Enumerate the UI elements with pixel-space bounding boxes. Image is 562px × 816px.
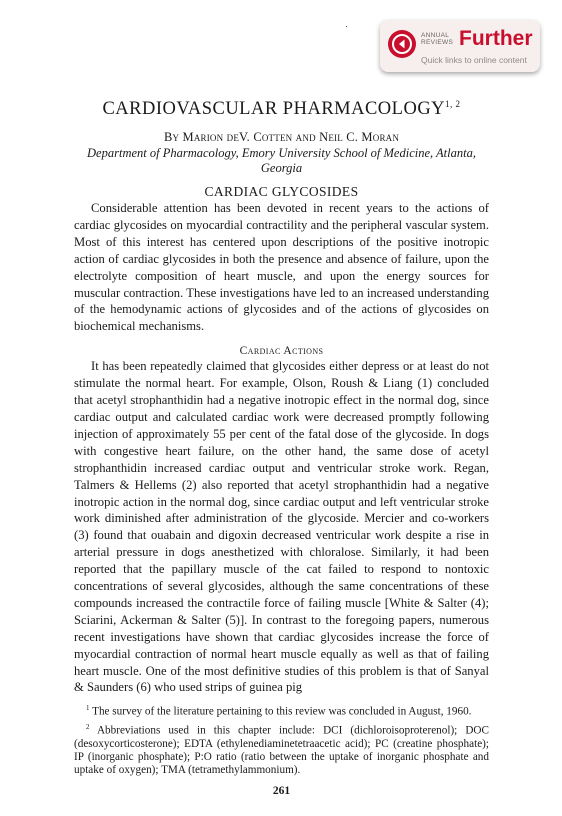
footnote-text: Abbreviations used in this chapter include: DCI (dichloroisoproterenol); DOC (desoxycorticosterone); EDTA (ethylenediaminetetraacetic acid); PC (creatine phosphate); IP (inorganic phosphate); P:O ratio (ratio between the uptake of inorganic phosphate and uptake of oxygen); TMA (tetramethylammonium). bbox=[74, 724, 489, 777]
badge-brand-line2: REVIEWS bbox=[421, 39, 454, 46]
section-heading: CARDIAC GLYCOSIDES bbox=[204, 184, 359, 199]
badge-title[interactable]: Further bbox=[459, 27, 533, 50]
badge-brand-line1: ANNUAL bbox=[421, 32, 450, 39]
footnote bbox=[74, 721, 489, 778]
subsection-heading: Cardiac Actions bbox=[239, 345, 324, 358]
play-arrow-icon bbox=[388, 30, 416, 58]
article bbox=[74, 93, 489, 797]
title-footnote-marks: 1, 2 bbox=[445, 99, 461, 109]
article-title-line bbox=[74, 93, 489, 120]
footnotes bbox=[74, 702, 489, 778]
footnote bbox=[74, 702, 489, 719]
page-number: 261 bbox=[272, 784, 291, 797]
footnote-mark: 1 bbox=[86, 704, 90, 713]
speck bbox=[346, 26, 347, 27]
section-paragraph: Considerable attention has been devoted in recent years to the actions of cardiac glycosides on myocardial contractility and the peripheral vascular system. Most of this interest has centered upon descriptions of the positive inotropic action of cardiac glycosides in both the presence and absence of failure, upon the electrolyte composition of heart muscle, and upon the energy sources for muscular contraction. These investigations have led to an increased understanding of the hemodynamic actions of glycosides and of the actions of glycosides on biochemical mechanisms. bbox=[74, 201, 489, 334]
footnote-mark: 2 bbox=[86, 722, 90, 731]
footnote-text: The survey of the literature pertaining to this review was concluded in August, 1960. bbox=[92, 706, 472, 719]
annual-reviews-wordmark bbox=[421, 32, 453, 46]
annual-reviews-further-badge[interactable] bbox=[380, 20, 540, 72]
badge-tagline[interactable]: Quick links to online content bbox=[421, 55, 527, 65]
subsection-paragraph: It has been repeatedly claimed that glycosides either depress or at least do not stimulate the normal heart. For example, Olson, Roush & Liang (1) concluded that acetyl strophanthidin had a negative inotropic effect in the normal dog, since cardiac output and calculated cardiac work were decreased promptly following injection of approximately 55 per cent of the fatal dose of the glycoside. In dogs with congestive heart failure, on the other hand, the same dose of acetyl strophanthidin increased cardiac output and ventricular stroke work. Regan, Talmers & Hellems (2) also reported that acetyl strophanthidin had a negative inotropic action in the normal dog, since cardiac output and left ventricular stroke work diminished after administration of the glycoside. Mercier and co-workers (3) found that ouabain and digoxin decreased ventricular work despite a rise in arterial pressure in dogs anesthetized with chloralose. Similarly, it had been reported that the papillary muscle of the cat failed to respond to nontoxic concentrations of several glycosides, although the same concentrations of these compounds increased the contractile force of failing muscle [White & Salter (4); Sciarini, Ackerman & Salter (5)]. In contrast to the foregoing papers, numerous recent investigations have shown that cardiac glycosides increase the force of myocardial contraction of normal heart muscle equally as well as that of failing heart muscle. One of the most definitive studies of this problem is that of Sanyal & Saunders (6) who used strips of guinea pig bbox=[74, 359, 489, 695]
article-authors: By Marion deV. Cotten and Neil C. Moran bbox=[163, 130, 400, 144]
article-title: CARDIOVASCULAR PHARMACOLOGY bbox=[102, 99, 446, 119]
author-affiliation: Department of Pharmacology, Emory University School of Medicine, Atlanta, Georgia bbox=[87, 146, 476, 175]
